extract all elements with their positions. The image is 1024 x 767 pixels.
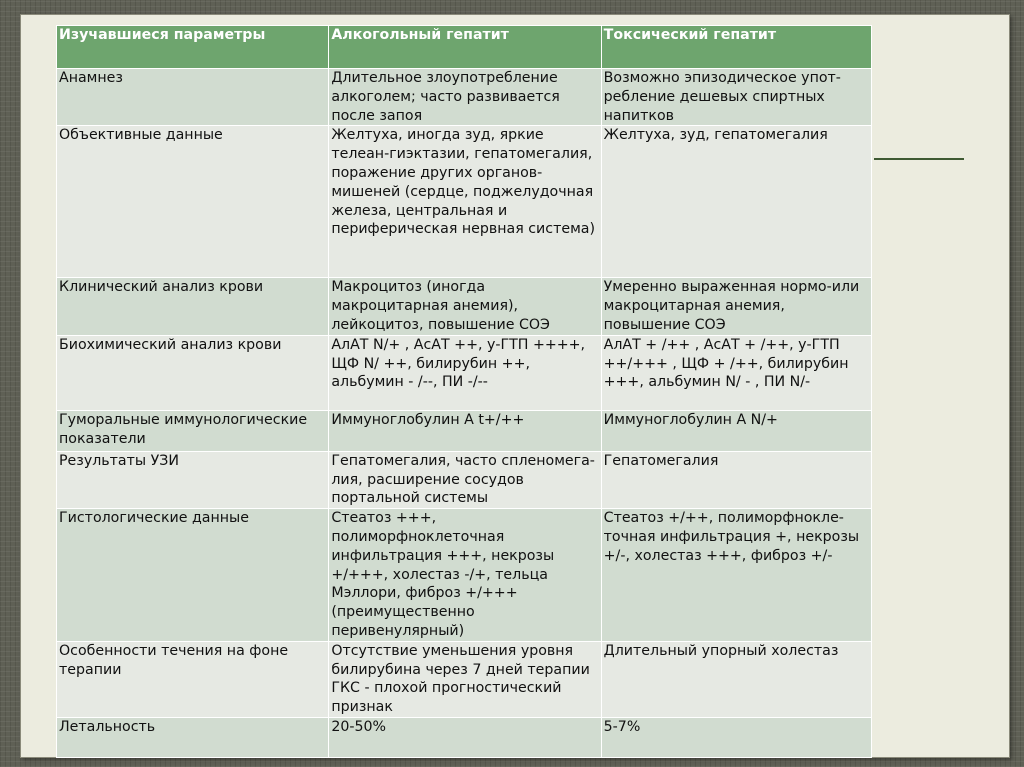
row-alcoholic-value: Иммуноглобулин А t+/++ [329,410,601,451]
row-toxic-value: АлАТ + /++ , АсАТ + /++, у-ГТП ++/+++ , ЩФ + /++, билирубин +++, альбумин N/ - , ПИ N/- [601,335,871,410]
header-parameters: Изучавшиеся параметры [57,26,329,69]
row-parameter: Особенности течения на фоне терапии [57,641,329,717]
table-row [57,717,872,757]
table-row [57,69,872,126]
row-parameter: Клинический анализ крови [57,278,329,335]
row-parameter: Гуморальные иммунологические показатели [57,410,329,451]
row-toxic-value: Возможно эпизодическое упот-ребление дешевых спиртных напитков [601,69,871,126]
row-parameter: Гистологические данные [57,509,329,642]
table-row [57,335,872,410]
row-alcoholic-value: Стеатоз +++, полиморфноклеточная инфильтрация +++, некрозы +/+++, холестаз -/+, тельца Мэллори, фиброз +/+++ (преимущественно перивенулярный) [329,509,601,642]
row-toxic-value: Стеатоз +/++, полиморфнокле-точная инфильтрация +, некрозы +/-, холестаз +++, фиброз +/- [601,509,871,642]
table-row [57,509,872,642]
row-alcoholic-value: Макроцитоз (иногда макроцитарная анемия), лейкоцитоз, повышение СОЭ [329,278,601,335]
row-alcoholic-value: Длительное злоупотребление алкоголем; часто развивается после запоя [329,69,601,126]
row-toxic-value: Гепатомегалия [601,451,871,508]
row-alcoholic-value: АлАТ N/+ , АсАТ ++, у-ГТП ++++, ЩФ N/ ++, билирубин ++, альбумин - /--, ПИ -/-- [329,335,601,410]
row-toxic-value: Длительный упорный холестаз [601,641,871,717]
table-row [57,410,872,451]
row-parameter: Летальность [57,717,329,757]
row-toxic-value: 5-7% [601,717,871,757]
row-parameter: Биохимический анализ крови [57,335,329,410]
table-row [57,126,872,278]
table-row [57,641,872,717]
row-toxic-value: Желтуха, зуд, гепатомегалия [601,126,871,278]
row-alcoholic-value: Отсутствие уменьшения уровня билирубина через 7 дней терапии ГКС - плохой прогностический признак [329,641,601,717]
header-alcoholic-hepatitis: Алкогольный гепатит [329,26,601,69]
row-toxic-value: Иммуноглобулин А N/+ [601,410,871,451]
table-header-row [57,26,872,69]
row-alcoholic-value: Гепатомегалия, часто спленомега-лия, расширение сосудов портальной системы [329,451,601,508]
table-row [57,451,872,508]
header-toxic-hepatitis: Токсический гепатит [601,26,871,69]
decorative-rule [874,158,964,160]
row-alcoholic-value: Желтуха, иногда зуд, яркие телеан-гиэктазии, гепатомегалия, поражение других органов-мишеней (сердце, поджелудочная железа, центральная и периферическая нервная система) [329,126,601,278]
comparison-table [56,25,872,758]
row-toxic-value: Умеренно выраженная нормо-или макроцитарная анемия, повышение СОЭ [601,278,871,335]
row-parameter: Результаты УЗИ [57,451,329,508]
table-row [57,278,872,335]
row-parameter: Анамнез [57,69,329,126]
row-parameter: Объективные данные [57,126,329,278]
row-alcoholic-value: 20-50% [329,717,601,757]
